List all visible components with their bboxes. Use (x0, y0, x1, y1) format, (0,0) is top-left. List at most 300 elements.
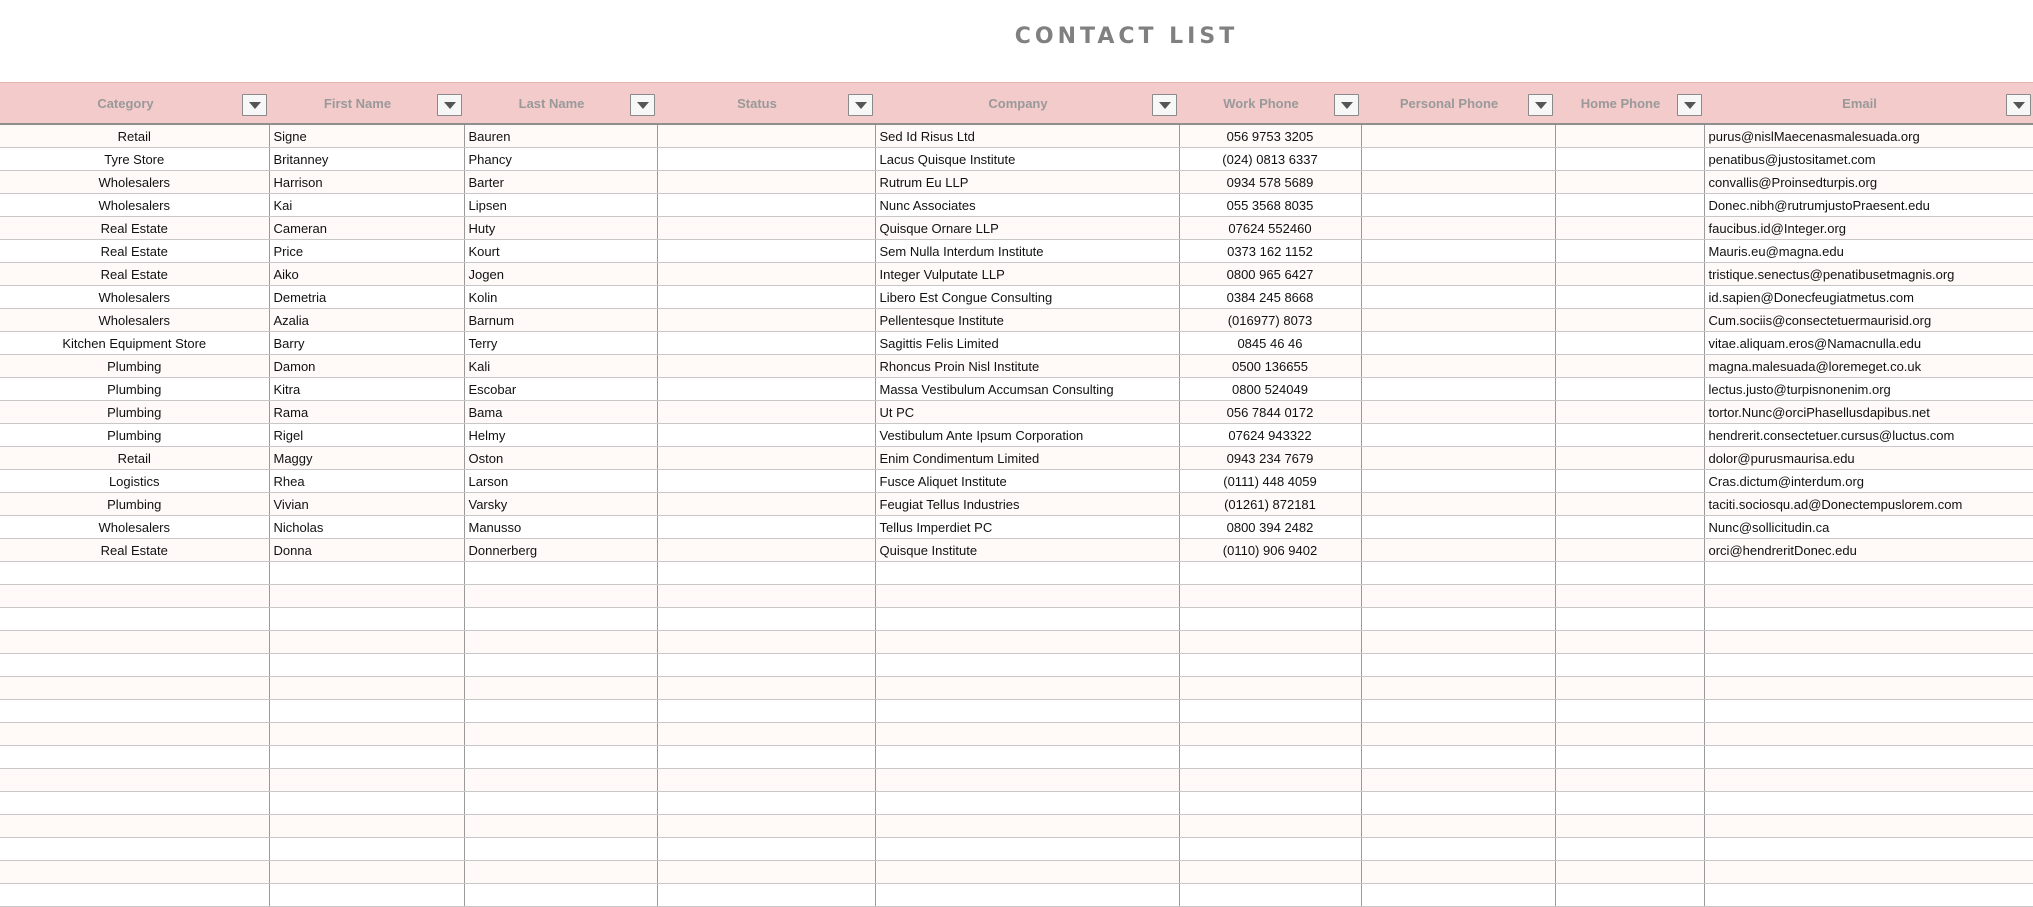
cell-work-phone[interactable]: (01261) 872181 (1179, 493, 1361, 516)
cell-home-phone[interactable] (1555, 585, 1704, 608)
cell-last-name[interactable]: Varsky (464, 493, 657, 516)
cell-first-name[interactable]: Kai (269, 194, 464, 217)
cell-status[interactable] (657, 723, 875, 746)
cell-personal-phone[interactable] (1361, 562, 1555, 585)
cell-last-name[interactable] (464, 746, 657, 769)
cell-category[interactable] (0, 631, 269, 654)
cell-last-name[interactable] (464, 861, 657, 884)
cell-home-phone[interactable] (1555, 332, 1704, 355)
cell-first-name[interactable]: Maggy (269, 447, 464, 470)
cell-home-phone[interactable] (1555, 608, 1704, 631)
cell-status[interactable] (657, 654, 875, 677)
cell-status[interactable] (657, 217, 875, 240)
cell-category[interactable]: Plumbing (0, 493, 269, 516)
cell-work-phone[interactable] (1179, 654, 1361, 677)
filter-dropdown-button[interactable] (1677, 94, 1702, 116)
cell-company[interactable] (875, 700, 1179, 723)
cell-personal-phone[interactable] (1361, 424, 1555, 447)
cell-email[interactable] (1704, 861, 2033, 884)
cell-last-name[interactable] (464, 792, 657, 815)
cell-status[interactable] (657, 792, 875, 815)
cell-status[interactable] (657, 608, 875, 631)
cell-first-name[interactable]: Signe (269, 124, 464, 148)
cell-home-phone[interactable] (1555, 815, 1704, 838)
cell-home-phone[interactable] (1555, 124, 1704, 148)
cell-status[interactable] (657, 746, 875, 769)
cell-last-name[interactable]: Lipsen (464, 194, 657, 217)
cell-category[interactable] (0, 677, 269, 700)
cell-home-phone[interactable] (1555, 516, 1704, 539)
cell-last-name[interactable]: Barnum (464, 309, 657, 332)
filter-dropdown-button[interactable] (242, 94, 267, 116)
cell-home-phone[interactable] (1555, 677, 1704, 700)
cell-company[interactable]: Integer Vulputate LLP (875, 263, 1179, 286)
cell-email[interactable]: purus@nislMaecenasmalesuada.org (1704, 124, 2033, 148)
cell-last-name[interactable]: Jogen (464, 263, 657, 286)
cell-category[interactable] (0, 815, 269, 838)
cell-work-phone[interactable]: 0943 234 7679 (1179, 447, 1361, 470)
cell-category[interactable]: Wholesalers (0, 171, 269, 194)
cell-first-name[interactable]: Donna (269, 539, 464, 562)
cell-first-name[interactable]: Rama (269, 401, 464, 424)
cell-email[interactable]: tortor.Nunc@orciPhasellusdapibus.net (1704, 401, 2033, 424)
cell-personal-phone[interactable] (1361, 309, 1555, 332)
cell-personal-phone[interactable] (1361, 654, 1555, 677)
cell-status[interactable] (657, 493, 875, 516)
cell-personal-phone[interactable] (1361, 332, 1555, 355)
cell-first-name[interactable]: Barry (269, 332, 464, 355)
cell-last-name[interactable]: Kolin (464, 286, 657, 309)
filter-dropdown-button[interactable] (2006, 94, 2031, 116)
cell-category[interactable] (0, 585, 269, 608)
cell-work-phone[interactable]: (0111) 448 4059 (1179, 470, 1361, 493)
cell-email[interactable] (1704, 700, 2033, 723)
cell-first-name[interactable] (269, 608, 464, 631)
cell-category[interactable]: Tyre Store (0, 148, 269, 171)
cell-category[interactable] (0, 562, 269, 585)
cell-home-phone[interactable] (1555, 286, 1704, 309)
cell-company[interactable]: Enim Condimentum Limited (875, 447, 1179, 470)
cell-status[interactable] (657, 585, 875, 608)
cell-work-phone[interactable]: 0800 394 2482 (1179, 516, 1361, 539)
cell-personal-phone[interactable] (1361, 608, 1555, 631)
cell-personal-phone[interactable] (1361, 493, 1555, 516)
cell-email[interactable] (1704, 838, 2033, 861)
cell-last-name[interactable]: Kourt (464, 240, 657, 263)
cell-home-phone[interactable] (1555, 470, 1704, 493)
cell-category[interactable] (0, 608, 269, 631)
cell-home-phone[interactable] (1555, 447, 1704, 470)
cell-email[interactable] (1704, 585, 2033, 608)
cell-last-name[interactable]: Huty (464, 217, 657, 240)
cell-company[interactable]: Pellentesque Institute (875, 309, 1179, 332)
cell-status[interactable] (657, 332, 875, 355)
cell-status[interactable] (657, 171, 875, 194)
cell-email[interactable]: Nunc@sollicitudin.ca (1704, 516, 2033, 539)
cell-work-phone[interactable] (1179, 700, 1361, 723)
cell-work-phone[interactable] (1179, 608, 1361, 631)
cell-last-name[interactable]: Helmy (464, 424, 657, 447)
cell-work-phone[interactable] (1179, 746, 1361, 769)
cell-work-phone[interactable] (1179, 723, 1361, 746)
cell-last-name[interactable] (464, 631, 657, 654)
cell-last-name[interactable] (464, 654, 657, 677)
cell-category[interactable]: Real Estate (0, 539, 269, 562)
cell-email[interactable] (1704, 677, 2033, 700)
cell-home-phone[interactable] (1555, 792, 1704, 815)
cell-category[interactable] (0, 884, 269, 907)
cell-first-name[interactable] (269, 631, 464, 654)
cell-company[interactable] (875, 746, 1179, 769)
cell-home-phone[interactable] (1555, 884, 1704, 907)
cell-status[interactable] (657, 838, 875, 861)
cell-company[interactable] (875, 608, 1179, 631)
cell-email[interactable] (1704, 746, 2033, 769)
cell-category[interactable] (0, 654, 269, 677)
cell-status[interactable] (657, 677, 875, 700)
cell-status[interactable] (657, 401, 875, 424)
cell-email[interactable]: id.sapien@Donecfeugiatmetus.com (1704, 286, 2033, 309)
cell-home-phone[interactable] (1555, 493, 1704, 516)
cell-work-phone[interactable] (1179, 677, 1361, 700)
cell-personal-phone[interactable] (1361, 286, 1555, 309)
cell-home-phone[interactable] (1555, 861, 1704, 884)
cell-work-phone[interactable] (1179, 631, 1361, 654)
cell-work-phone[interactable] (1179, 769, 1361, 792)
cell-last-name[interactable]: Bauren (464, 124, 657, 148)
cell-status[interactable] (657, 539, 875, 562)
cell-home-phone[interactable] (1555, 746, 1704, 769)
cell-personal-phone[interactable] (1361, 769, 1555, 792)
cell-email[interactable] (1704, 769, 2033, 792)
cell-work-phone[interactable]: 0800 965 6427 (1179, 263, 1361, 286)
cell-email[interactable] (1704, 815, 2033, 838)
cell-company[interactable] (875, 792, 1179, 815)
cell-work-phone[interactable] (1179, 792, 1361, 815)
cell-email[interactable] (1704, 631, 2033, 654)
cell-email[interactable] (1704, 654, 2033, 677)
cell-first-name[interactable] (269, 723, 464, 746)
cell-work-phone[interactable]: 07624 552460 (1179, 217, 1361, 240)
cell-company[interactable] (875, 585, 1179, 608)
cell-email[interactable]: tristique.senectus@penatibusetmagnis.org (1704, 263, 2033, 286)
cell-category[interactable]: Plumbing (0, 355, 269, 378)
cell-category[interactable] (0, 792, 269, 815)
cell-first-name[interactable] (269, 861, 464, 884)
cell-work-phone[interactable]: 056 9753 3205 (1179, 124, 1361, 148)
cell-status[interactable] (657, 424, 875, 447)
cell-status[interactable] (657, 447, 875, 470)
cell-category[interactable]: Wholesalers (0, 286, 269, 309)
cell-work-phone[interactable] (1179, 861, 1361, 884)
cell-company[interactable]: Fusce Aliquet Institute (875, 470, 1179, 493)
cell-status[interactable] (657, 470, 875, 493)
cell-first-name[interactable] (269, 585, 464, 608)
cell-last-name[interactable]: Manusso (464, 516, 657, 539)
cell-company[interactable]: Vestibulum Ante Ipsum Corporation (875, 424, 1179, 447)
cell-email[interactable]: orci@hendreritDonec.edu (1704, 539, 2033, 562)
cell-status[interactable] (657, 562, 875, 585)
cell-first-name[interactable] (269, 838, 464, 861)
cell-email[interactable]: Donec.nibh@rutrumjustoPraesent.edu (1704, 194, 2033, 217)
cell-first-name[interactable]: Cameran (269, 217, 464, 240)
cell-home-phone[interactable] (1555, 700, 1704, 723)
cell-first-name[interactable]: Britanney (269, 148, 464, 171)
cell-company[interactable]: Ut PC (875, 401, 1179, 424)
cell-email[interactable]: dolor@purusmaurisa.edu (1704, 447, 2033, 470)
cell-personal-phone[interactable] (1361, 631, 1555, 654)
cell-company[interactable]: Sed Id Risus Ltd (875, 124, 1179, 148)
cell-status[interactable] (657, 240, 875, 263)
cell-last-name[interactable] (464, 884, 657, 907)
cell-first-name[interactable] (269, 677, 464, 700)
cell-status[interactable] (657, 884, 875, 907)
cell-last-name[interactable] (464, 562, 657, 585)
cell-first-name[interactable] (269, 792, 464, 815)
cell-last-name[interactable] (464, 585, 657, 608)
cell-home-phone[interactable] (1555, 194, 1704, 217)
cell-home-phone[interactable] (1555, 539, 1704, 562)
cell-work-phone[interactable] (1179, 815, 1361, 838)
cell-status[interactable] (657, 355, 875, 378)
cell-work-phone[interactable]: 0384 245 8668 (1179, 286, 1361, 309)
cell-category[interactable]: Wholesalers (0, 516, 269, 539)
cell-personal-phone[interactable] (1361, 447, 1555, 470)
cell-status[interactable] (657, 631, 875, 654)
cell-category[interactable]: Logistics (0, 470, 269, 493)
cell-personal-phone[interactable] (1361, 838, 1555, 861)
cell-category[interactable]: Real Estate (0, 240, 269, 263)
cell-email[interactable]: taciti.sociosqu.ad@Donectempuslorem.com (1704, 493, 2033, 516)
cell-last-name[interactable] (464, 608, 657, 631)
cell-company[interactable] (875, 654, 1179, 677)
cell-category[interactable]: Real Estate (0, 263, 269, 286)
filter-dropdown-button[interactable] (1528, 94, 1553, 116)
cell-personal-phone[interactable] (1361, 263, 1555, 286)
cell-email[interactable]: lectus.justo@turpisnonenim.org (1704, 378, 2033, 401)
cell-category[interactable]: Plumbing (0, 424, 269, 447)
cell-category[interactable]: Wholesalers (0, 194, 269, 217)
cell-status[interactable] (657, 263, 875, 286)
cell-company[interactable]: Quisque Ornare LLP (875, 217, 1179, 240)
cell-category[interactable]: Retail (0, 124, 269, 148)
filter-dropdown-button[interactable] (1334, 94, 1359, 116)
cell-first-name[interactable] (269, 654, 464, 677)
cell-status[interactable] (657, 815, 875, 838)
cell-email[interactable] (1704, 792, 2033, 815)
cell-personal-phone[interactable] (1361, 355, 1555, 378)
cell-company[interactable]: Sem Nulla Interdum Institute (875, 240, 1179, 263)
cell-first-name[interactable]: Nicholas (269, 516, 464, 539)
cell-company[interactable]: Libero Est Congue Consulting (875, 286, 1179, 309)
cell-personal-phone[interactable] (1361, 378, 1555, 401)
cell-home-phone[interactable] (1555, 838, 1704, 861)
cell-home-phone[interactable] (1555, 263, 1704, 286)
cell-home-phone[interactable] (1555, 148, 1704, 171)
cell-personal-phone[interactable] (1361, 217, 1555, 240)
cell-work-phone[interactable]: (024) 0813 6337 (1179, 148, 1361, 171)
cell-company[interactable] (875, 861, 1179, 884)
cell-email[interactable] (1704, 562, 2033, 585)
cell-first-name[interactable]: Rigel (269, 424, 464, 447)
cell-last-name[interactable] (464, 723, 657, 746)
cell-category[interactable]: Plumbing (0, 378, 269, 401)
cell-company[interactable] (875, 677, 1179, 700)
cell-last-name[interactable] (464, 838, 657, 861)
cell-work-phone[interactable] (1179, 838, 1361, 861)
cell-last-name[interactable] (464, 769, 657, 792)
cell-work-phone[interactable]: 07624 943322 (1179, 424, 1361, 447)
cell-home-phone[interactable] (1555, 562, 1704, 585)
cell-category[interactable] (0, 700, 269, 723)
cell-email[interactable] (1704, 608, 2033, 631)
cell-last-name[interactable]: Kali (464, 355, 657, 378)
cell-home-phone[interactable] (1555, 723, 1704, 746)
cell-company[interactable] (875, 631, 1179, 654)
cell-personal-phone[interactable] (1361, 148, 1555, 171)
cell-company[interactable] (875, 723, 1179, 746)
cell-personal-phone[interactable] (1361, 723, 1555, 746)
cell-category[interactable]: Plumbing (0, 401, 269, 424)
cell-personal-phone[interactable] (1361, 700, 1555, 723)
cell-last-name[interactable]: Escobar (464, 378, 657, 401)
cell-last-name[interactable]: Terry (464, 332, 657, 355)
cell-personal-phone[interactable] (1361, 792, 1555, 815)
cell-home-phone[interactable] (1555, 217, 1704, 240)
filter-dropdown-button[interactable] (848, 94, 873, 116)
cell-status[interactable] (657, 124, 875, 148)
cell-work-phone[interactable]: 0934 578 5689 (1179, 171, 1361, 194)
cell-email[interactable]: hendrerit.consectetuer.cursus@luctus.com (1704, 424, 2033, 447)
cell-personal-phone[interactable] (1361, 470, 1555, 493)
cell-company[interactable] (875, 562, 1179, 585)
cell-category[interactable]: Kitchen Equipment Store (0, 332, 269, 355)
cell-last-name[interactable]: Donnerberg (464, 539, 657, 562)
cell-company[interactable] (875, 838, 1179, 861)
cell-home-phone[interactable] (1555, 654, 1704, 677)
cell-category[interactable] (0, 769, 269, 792)
cell-company[interactable]: Feugiat Tellus Industries (875, 493, 1179, 516)
cell-work-phone[interactable]: 0845 46 46 (1179, 332, 1361, 355)
cell-email[interactable]: vitae.aliquam.eros@Namacnulla.edu (1704, 332, 2033, 355)
cell-first-name[interactable]: Rhea (269, 470, 464, 493)
cell-status[interactable] (657, 769, 875, 792)
cell-work-phone[interactable]: 055 3568 8035 (1179, 194, 1361, 217)
cell-personal-phone[interactable] (1361, 401, 1555, 424)
cell-email[interactable]: penatibus@justositamet.com (1704, 148, 2033, 171)
cell-company[interactable]: Tellus Imperdiet PC (875, 516, 1179, 539)
cell-company[interactable]: Massa Vestibulum Accumsan Consulting (875, 378, 1179, 401)
filter-dropdown-button[interactable] (437, 94, 462, 116)
filter-dropdown-button[interactable] (1152, 94, 1177, 116)
cell-status[interactable] (657, 148, 875, 171)
cell-category[interactable]: Retail (0, 447, 269, 470)
cell-personal-phone[interactable] (1361, 746, 1555, 769)
cell-email[interactable]: Mauris.eu@magna.edu (1704, 240, 2033, 263)
filter-dropdown-button[interactable] (630, 94, 655, 116)
cell-email[interactable] (1704, 884, 2033, 907)
cell-home-phone[interactable] (1555, 171, 1704, 194)
cell-work-phone[interactable]: 056 7844 0172 (1179, 401, 1361, 424)
cell-last-name[interactable]: Larson (464, 470, 657, 493)
cell-email[interactable]: Cum.sociis@consectetuermaurisid.org (1704, 309, 2033, 332)
cell-personal-phone[interactable] (1361, 240, 1555, 263)
cell-work-phone[interactable] (1179, 585, 1361, 608)
cell-home-phone[interactable] (1555, 769, 1704, 792)
cell-first-name[interactable]: Azalia (269, 309, 464, 332)
cell-last-name[interactable] (464, 815, 657, 838)
cell-last-name[interactable] (464, 700, 657, 723)
cell-personal-phone[interactable] (1361, 194, 1555, 217)
cell-home-phone[interactable] (1555, 401, 1704, 424)
cell-email[interactable]: faucibus.id@Integer.org (1704, 217, 2033, 240)
cell-category[interactable] (0, 838, 269, 861)
cell-category[interactable] (0, 861, 269, 884)
cell-last-name[interactable] (464, 677, 657, 700)
cell-status[interactable] (657, 378, 875, 401)
cell-last-name[interactable]: Barter (464, 171, 657, 194)
cell-personal-phone[interactable] (1361, 677, 1555, 700)
cell-status[interactable] (657, 861, 875, 884)
cell-company[interactable] (875, 769, 1179, 792)
cell-home-phone[interactable] (1555, 378, 1704, 401)
cell-first-name[interactable]: Demetria (269, 286, 464, 309)
cell-work-phone[interactable]: (0110) 906 9402 (1179, 539, 1361, 562)
cell-category[interactable] (0, 723, 269, 746)
cell-personal-phone[interactable] (1361, 815, 1555, 838)
cell-status[interactable] (657, 516, 875, 539)
cell-first-name[interactable] (269, 746, 464, 769)
cell-company[interactable] (875, 884, 1179, 907)
cell-company[interactable]: Nunc Associates (875, 194, 1179, 217)
cell-personal-phone[interactable] (1361, 585, 1555, 608)
cell-email[interactable]: Cras.dictum@interdum.org (1704, 470, 2033, 493)
cell-company[interactable]: Rhoncus Proin Nisl Institute (875, 355, 1179, 378)
cell-category[interactable]: Real Estate (0, 217, 269, 240)
cell-personal-phone[interactable] (1361, 539, 1555, 562)
cell-last-name[interactable]: Phancy (464, 148, 657, 171)
cell-personal-phone[interactable] (1361, 884, 1555, 907)
cell-home-phone[interactable] (1555, 631, 1704, 654)
cell-email[interactable]: magna.malesuada@loremeget.co.uk (1704, 355, 2033, 378)
cell-first-name[interactable]: Harrison (269, 171, 464, 194)
cell-status[interactable] (657, 194, 875, 217)
cell-first-name[interactable]: Kitra (269, 378, 464, 401)
cell-home-phone[interactable] (1555, 240, 1704, 263)
cell-first-name[interactable] (269, 769, 464, 792)
cell-work-phone[interactable]: 0800 524049 (1179, 378, 1361, 401)
cell-status[interactable] (657, 700, 875, 723)
cell-email[interactable] (1704, 723, 2033, 746)
cell-personal-phone[interactable] (1361, 171, 1555, 194)
cell-category[interactable] (0, 746, 269, 769)
cell-personal-phone[interactable] (1361, 861, 1555, 884)
cell-work-phone[interactable] (1179, 884, 1361, 907)
cell-company[interactable]: Sagittis Felis Limited (875, 332, 1179, 355)
cell-first-name[interactable] (269, 815, 464, 838)
cell-status[interactable] (657, 286, 875, 309)
cell-email[interactable]: convallis@Proinsedturpis.org (1704, 171, 2033, 194)
cell-company[interactable]: Rutrum Eu LLP (875, 171, 1179, 194)
cell-first-name[interactable] (269, 562, 464, 585)
cell-company[interactable]: Lacus Quisque Institute (875, 148, 1179, 171)
cell-company[interactable] (875, 815, 1179, 838)
cell-work-phone[interactable]: 0373 162 1152 (1179, 240, 1361, 263)
cell-first-name[interactable]: Vivian (269, 493, 464, 516)
cell-home-phone[interactable] (1555, 424, 1704, 447)
cell-work-phone[interactable] (1179, 562, 1361, 585)
cell-first-name[interactable]: Damon (269, 355, 464, 378)
